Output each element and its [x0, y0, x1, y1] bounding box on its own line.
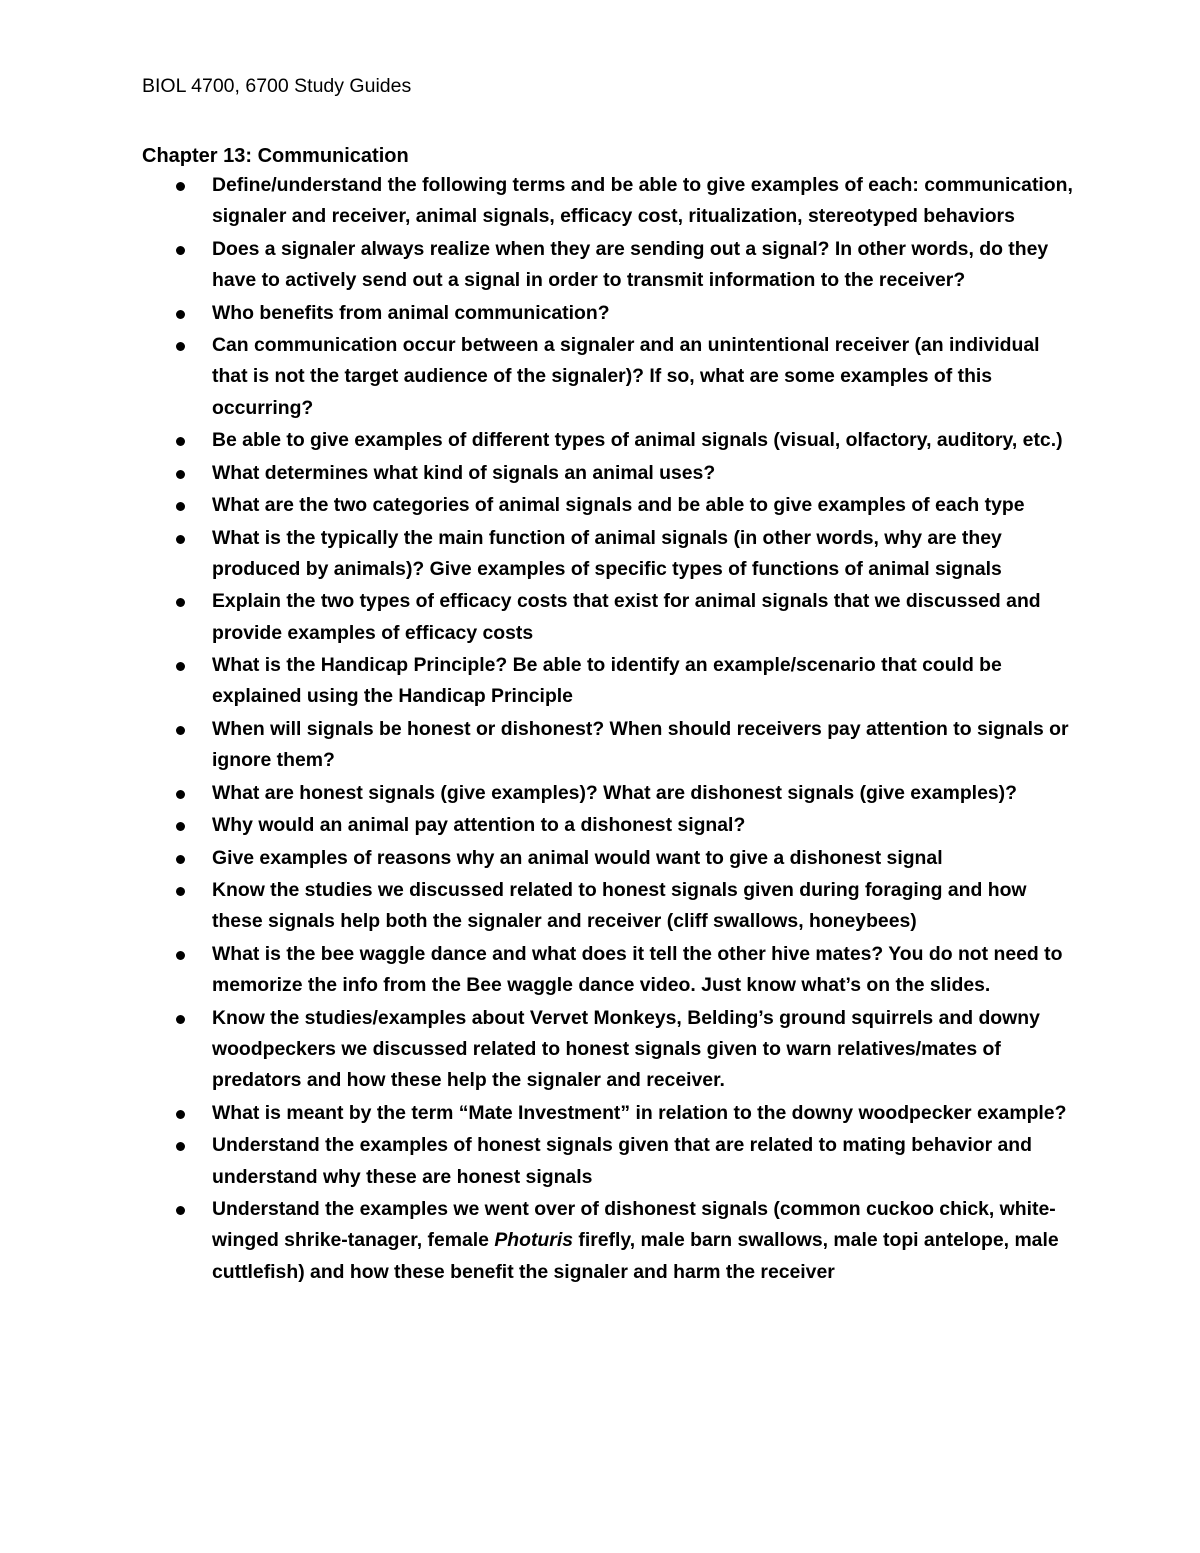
bullet-icon — [176, 887, 185, 896]
list-item: What is meant by the term “Mate Investment” in relation to the downy woodpecker example? — [176, 1098, 1076, 1129]
list-item: Who benefits from animal communication? — [176, 298, 1076, 329]
list-item: Know the studies/examples about Vervet Monkeys, Belding’s ground squirrels and downy woodpeckers we discussed related to honest signals given to warn relatives/mates of predators and how these help the signaler and receiver. — [176, 1003, 1076, 1097]
course-header: BIOL 4700, 6700 Study Guides — [142, 75, 412, 97]
bullet-icon — [176, 437, 185, 446]
list-item: What are the two categories of animal signals and be able to give examples of each type — [176, 490, 1076, 521]
species-name-italic: Photuris — [494, 1229, 573, 1252]
bullet-icon — [176, 182, 185, 191]
list-item: Give examples of reasons why an animal would want to give a dishonest signal — [176, 843, 1076, 874]
bullet-icon — [176, 790, 185, 799]
bullet-icon — [176, 1206, 185, 1215]
bullet-icon — [176, 1110, 185, 1119]
list-item: What is the typically the main function of animal signals (in other words, why are they produced by animals)? Give examples of specific types of functions of animal signals — [176, 523, 1076, 586]
list-item: Understand the examples of honest signals given that are related to mating behavior and understand why these are honest signals — [176, 1130, 1076, 1193]
chapter-title: Chapter 13: Communication — [142, 145, 409, 167]
list-item: Be able to give examples of different types of animal signals (visual, olfactory, auditory, etc.) — [176, 425, 1076, 456]
bullet-icon — [176, 470, 185, 479]
list-item: Explain the two types of efficacy costs that exist for animal signals that we discussed and provide examples of efficacy costs — [176, 586, 1076, 649]
bullet-icon — [176, 855, 185, 864]
list-item: What determines what kind of signals an animal uses? — [176, 458, 1076, 489]
bullet-icon — [176, 246, 185, 255]
list-item: Understand the examples we went over of dishonest signals (common cuckoo chick, white-winged shrike-tanager, female Photuris firefly, male barn swallows, male topi antelope, male cuttlefish) and how these benefit the signaler and harm the receiver — [176, 1194, 1076, 1288]
study-questions-list — [176, 170, 1076, 1289]
bullet-icon — [176, 726, 185, 735]
bullet-icon — [176, 951, 185, 960]
list-item: What are honest signals (give examples)? What are dishonest signals (give examples)? — [176, 778, 1076, 809]
list-item: What is the bee waggle dance and what does it tell the other hive mates? You do not need to memorize the info from the Bee waggle dance video. Just know what’s on the slides. — [176, 939, 1076, 1002]
bullet-icon — [176, 310, 185, 319]
bullet-icon — [176, 598, 185, 607]
list-item: Know the studies we discussed related to honest signals given during foraging and how these signals help both the signaler and receiver (cliff swallows, honeybees) — [176, 875, 1076, 938]
list-item: Define/understand the following terms and be able to give examples of each: communication, signaler and receiver, animal signals, efficacy cost, ritualization, stereotyped behaviors — [176, 170, 1076, 233]
bullet-icon — [176, 1142, 185, 1151]
list-item: Why would an animal pay attention to a dishonest signal? — [176, 810, 1076, 841]
bullet-icon — [176, 342, 185, 351]
bullet-icon — [176, 502, 185, 511]
bullet-icon — [176, 822, 185, 831]
list-item: What is the Handicap Principle? Be able to identify an example/scenario that could be explained using the Handicap Principle — [176, 650, 1076, 713]
list-item: When will signals be honest or dishonest? When should receivers pay attention to signals or ignore them? — [176, 714, 1076, 777]
bullet-icon — [176, 1015, 185, 1024]
bullet-icon — [176, 535, 185, 544]
list-item: Does a signaler always realize when they are sending out a signal? In other words, do they have to actively send out a signal in order to transmit information to the receiver? — [176, 234, 1076, 297]
list-item: Can communication occur between a signaler and an unintentional receiver (an individual that is not the target audience of the signaler)? If so, what are some examples of this occurring? — [176, 330, 1076, 424]
bullet-icon — [176, 662, 185, 671]
